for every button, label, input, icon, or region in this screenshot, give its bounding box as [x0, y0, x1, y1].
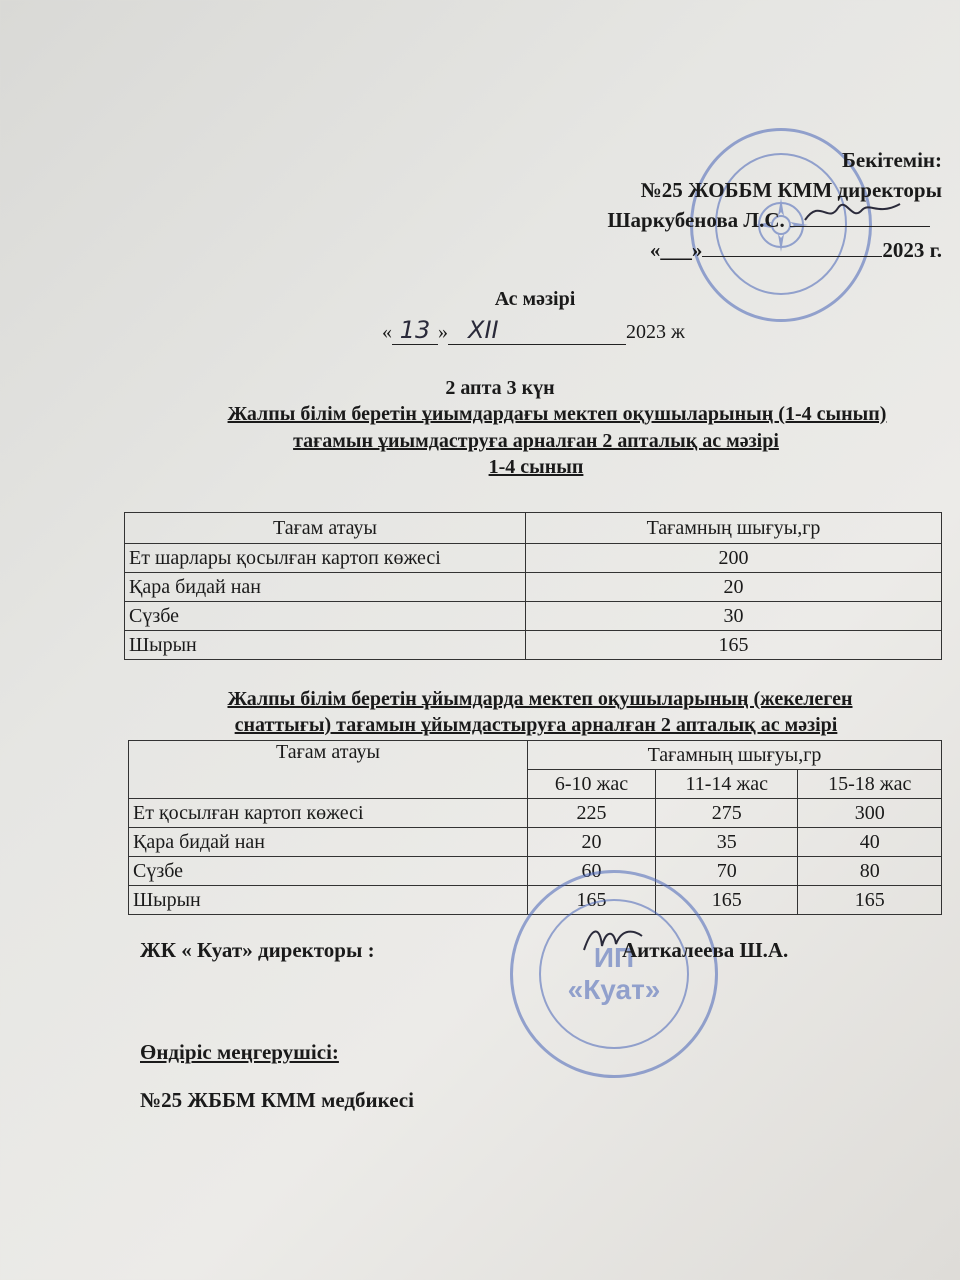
dish-name: Шырын: [125, 631, 526, 660]
age-group-header: 6-10 жас: [528, 770, 656, 799]
director-label: ЖК « Куат» директоры :: [140, 938, 375, 962]
dish-output: 165: [656, 886, 798, 915]
approval-label: Бекітемін:: [841, 148, 942, 172]
dish-output: 200: [526, 544, 942, 573]
table-header-output: Тағамның шығуы,гр: [526, 513, 942, 544]
table-row: [125, 602, 942, 631]
approval-director-name: Шаркубенова Л.С.: [607, 205, 942, 235]
section2-heading-line2: снаттығы) тағамын ұйымдастыруға арналған 2 апталық ас мәзірі: [234, 714, 838, 736]
menu-table-by-age: [128, 740, 942, 915]
dish-output: 300: [798, 799, 942, 828]
dish-output: 35: [656, 828, 798, 857]
dish-output: 80: [798, 857, 942, 886]
approval-date: «___» 2023 г.: [649, 238, 942, 262]
dish-output: 225: [528, 799, 656, 828]
table-row: [125, 631, 942, 660]
table-row: [129, 799, 942, 828]
table-header-dish: Тағам атауы: [129, 741, 528, 799]
company-stamp-text: ИП «Куат»: [567, 942, 661, 1005]
age-group-header: 11-14 жас: [656, 770, 798, 799]
dish-output: 20: [528, 828, 656, 857]
dish-name: Ет қосылған картоп көжесі: [129, 799, 528, 828]
dish-output: 40: [798, 828, 942, 857]
section1-heading-line1: Жалпы білім беретін ұиымдардағы мектеп оқушыларының (1-4 сынып): [227, 403, 887, 425]
table-row: [129, 828, 942, 857]
section1-heading-line2: тағамын ұиымдаструға арналған 2 апталық ас мәзірі: [293, 430, 779, 452]
age-group-header: 15-18 жас: [798, 770, 942, 799]
approval-block: [607, 145, 942, 265]
week-day-label: 2 апта 3 күн: [445, 377, 555, 399]
table-header-row: [125, 513, 942, 544]
nurse-label: №25 ЖББМ КММ медбикесі: [140, 1088, 414, 1112]
table-row: [125, 544, 942, 573]
approval-position: №25 ЖОББМ КММ директоры: [640, 178, 942, 202]
table-header-row: [129, 741, 942, 770]
company-stamp: [510, 870, 718, 1078]
date-month: XII: [448, 316, 626, 345]
dish-output: 70: [656, 857, 798, 886]
director-signature: [800, 194, 910, 228]
table-row: [129, 857, 942, 886]
dish-output: 165: [526, 631, 942, 660]
menu-table-grades-1-4: [124, 512, 942, 660]
production-head-label: Өндіріс меңгерушісі:: [140, 1040, 339, 1064]
dish-output: 275: [656, 799, 798, 828]
dish-name: Сүзбе: [129, 857, 528, 886]
dish-output: 30: [526, 602, 942, 631]
director-name: Аиткалеева Ш.А.: [622, 938, 789, 962]
dish-output: 60: [528, 857, 656, 886]
menu-title: Ас мәзірі: [494, 288, 576, 310]
table-header-output: Тағамның шығуы,гр: [528, 741, 942, 770]
dish-output: 20: [526, 573, 942, 602]
table-header-dish: Тағам атауы: [125, 513, 526, 544]
dish-output: 165: [798, 886, 942, 915]
dish-name: Шырын: [129, 886, 528, 915]
menu-date: « 13 » XII 2023 ж: [382, 316, 685, 344]
date-day: 13: [392, 316, 438, 345]
section1-grade: 1-4 сынып: [488, 456, 584, 478]
dish-output: 165: [528, 886, 656, 915]
dish-name: Ет шарлары қосылған картоп көжесі: [125, 544, 526, 573]
dish-name: Қара бидай нан: [129, 828, 528, 857]
dish-name: Сүзбе: [125, 602, 526, 631]
date-year: 2023 ж: [626, 321, 685, 343]
dish-name: Қара бидай нан: [125, 573, 526, 602]
table-row: [125, 573, 942, 602]
section2-heading-line1: Жалпы білім беретін ұйымдарда мектеп оқушыларының (жекелеген: [227, 688, 853, 710]
